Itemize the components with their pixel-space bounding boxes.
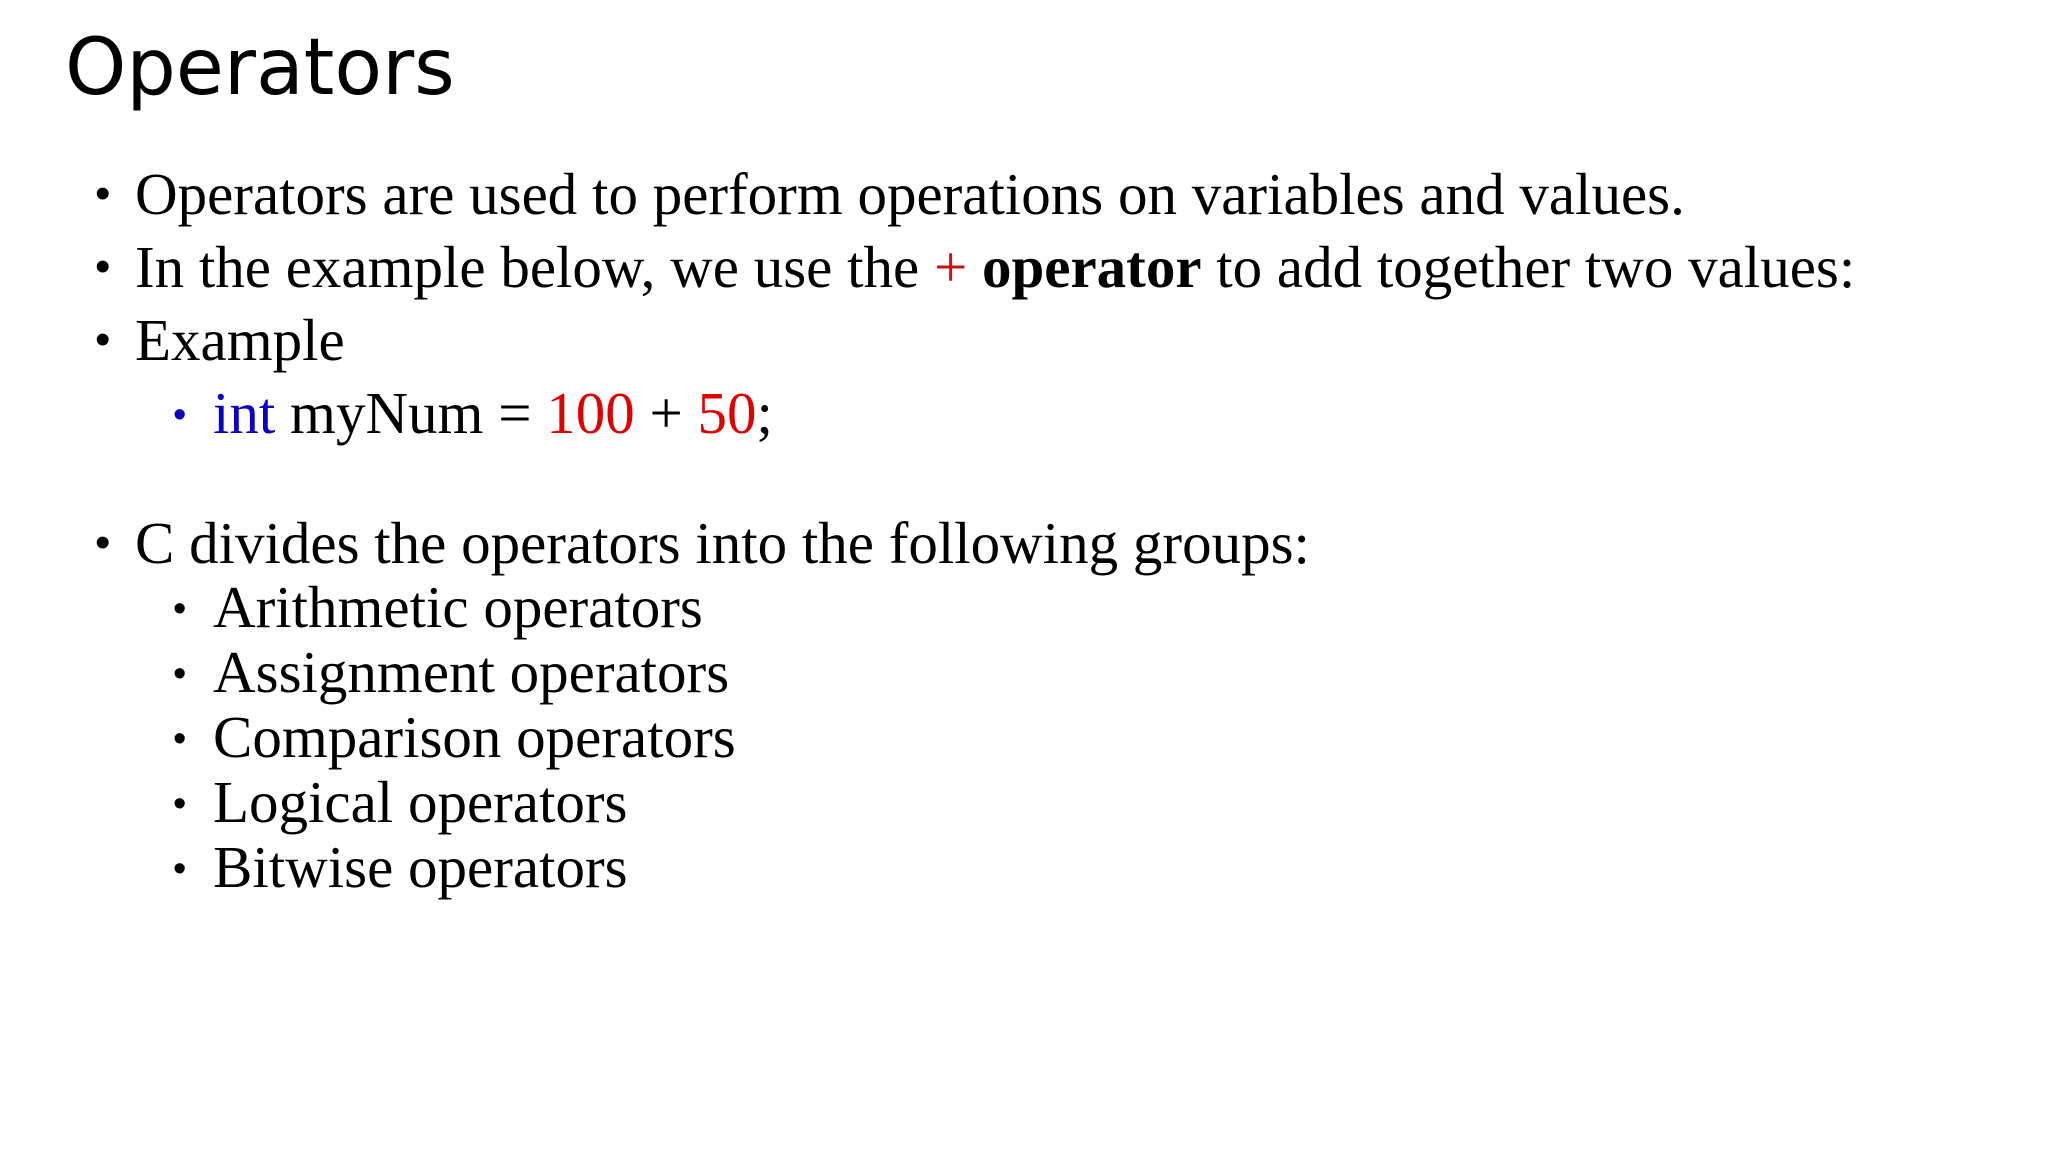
bullet-dot-icon: • (95, 242, 111, 291)
bullet-dot-icon: • (173, 718, 187, 760)
bullet-groups-intro (95, 509, 1310, 578)
group-item-text: Bitwise operators (213, 834, 628, 900)
group-item (173, 833, 628, 902)
code-number-1: 100 (546, 380, 635, 446)
bullet-dot-icon: • (173, 394, 187, 436)
bullet-text: Example (135, 307, 345, 373)
plus-symbol: + (933, 234, 968, 300)
bullet-text: Operators are used to perform operations on variables and values. (135, 161, 1685, 227)
bullet-example-label (95, 306, 345, 375)
bullet-dot-icon: • (95, 315, 111, 364)
group-item-text: Arithmetic operators (213, 574, 703, 640)
bullet-dot-icon: • (173, 783, 187, 825)
group-item (173, 768, 627, 837)
text-space (967, 234, 982, 300)
code-line (213, 379, 773, 448)
bullet-dot-icon: • (173, 588, 187, 630)
code-end: ; (756, 380, 773, 446)
bullet-text: C divides the operators into the following groups: (135, 510, 1310, 576)
bullet-dot-icon: • (95, 169, 111, 218)
bullet-dot-icon: • (95, 518, 111, 567)
group-item (173, 573, 703, 642)
bullet-dot-icon: • (173, 848, 187, 890)
group-item-text: Assignment operators (213, 639, 730, 705)
code-operator: + (634, 380, 698, 446)
operator-bold: operator (981, 234, 1202, 300)
bullet-dot-icon: • (173, 653, 187, 695)
code-middle: myNum = (275, 380, 547, 446)
bullet-text (135, 233, 1855, 302)
bullet-example-intro (95, 233, 1855, 302)
text-after: to add together two values: (1201, 234, 1856, 300)
group-item-text: Comparison operators (213, 704, 736, 770)
bullet-code-example (173, 379, 773, 448)
code-number-2: 50 (697, 380, 757, 446)
slide-title: Operators (65, 23, 455, 113)
code-keyword: int (213, 380, 276, 446)
text-before: In the example below, we use the (135, 234, 934, 300)
group-item-text: Logical operators (213, 769, 628, 835)
bullet-operators-definition (95, 160, 1685, 229)
group-item (173, 703, 736, 772)
group-item (173, 638, 729, 707)
